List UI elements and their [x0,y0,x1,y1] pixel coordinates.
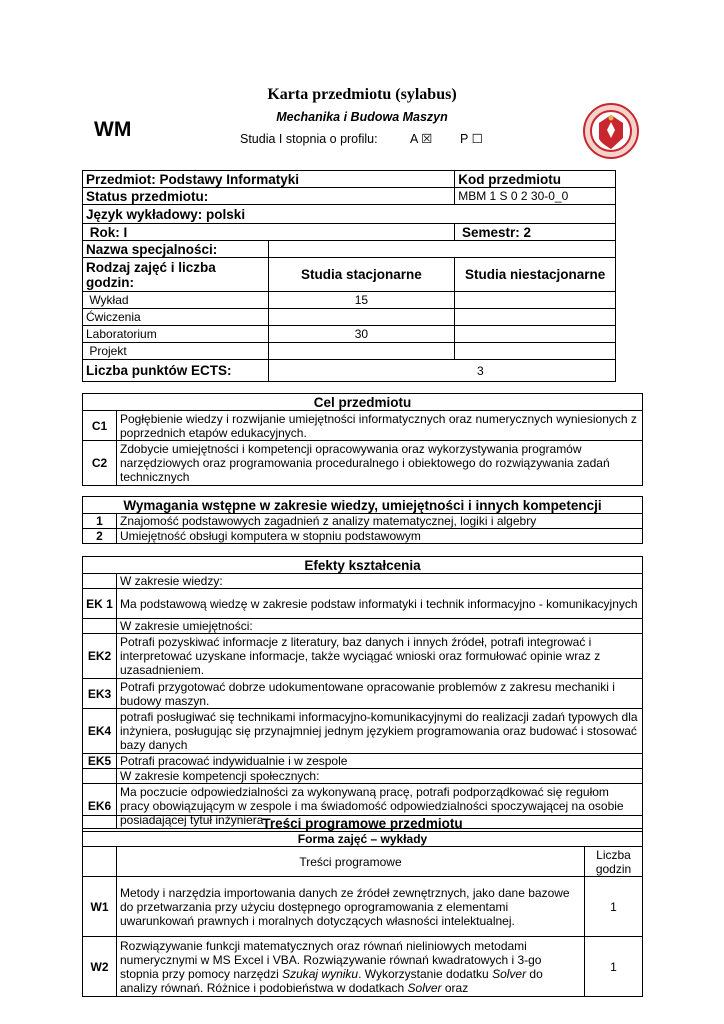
ects-label: Liczba punktów ECTS: [83,360,269,382]
field-of-study: Mechanika i Budowa Maszyn [276,110,448,124]
form-hours-nonstationary [455,343,616,360]
outcome-id: EK5 [83,754,117,769]
outcome-text: Potrafi pracować indywidualnie i w zespole [117,754,643,769]
code-label: Kod przedmiotu [455,171,616,188]
lecture-hours: 1 [585,937,643,997]
specialization-value [268,241,615,258]
lecture-id: W1 [83,877,117,937]
class-form-label: Forma zajęć – wykłady [83,832,643,847]
specialization-label: Nazwa specjalności: [83,241,269,258]
form-hours-stationary: 30 [268,326,455,343]
year-label: Rok: I [83,224,455,241]
requirement-text: Umiejętność obsługi komputera w stopniu podstawowym [117,529,643,544]
empty-cell [83,574,117,589]
course-goals-table [82,393,643,486]
learning-outcomes-table [82,556,643,829]
requirement-id: 2 [83,529,117,544]
outcome-category: W zakresie kompetencji społecznych: [117,769,643,784]
form-hours-stationary [268,343,455,360]
faculty-abbrev: WM [94,118,132,141]
page-title: Karta przedmiotu (sylabus) [267,86,457,103]
profile-option-p: P ☐ [460,132,483,146]
status-label: Status przedmiotu: [83,188,455,205]
profile-label: Studia I stopnia o profilu: [240,132,378,146]
text-run-italic: Szukaj wyniku [282,966,359,981]
outcome-id: EK6 [83,784,117,829]
form-hours-nonstationary [455,292,616,309]
form-hours-nonstationary [455,309,616,326]
text-run: oraz [441,980,469,995]
goal-text: Zdobycie umiejętności i kompetencji opracowywania oraz wykorzystywania programów narzędziowych oraz programowania proceduralnego i obiektowego do rozwiązywania zadań technicznych [117,441,643,486]
outcomes-title: Efekty kształcenia [83,557,643,574]
goal-id: C2 [83,441,117,486]
lecture-content [117,937,585,997]
outcome-id: EK4 [83,709,117,754]
text-run-italic: Solver [492,966,527,981]
nonstationary-header: Studia niestacjonarne [455,258,616,292]
lecture-id: W2 [83,937,117,997]
profile-option-a: A ☒ [410,132,433,146]
class-forms-label: Rodzaj zajęć i liczba godzin: [83,258,269,292]
lecture-hours: 1 [585,877,643,937]
outcome-text: potrafi posługiwać się technikami informacyjno-komunikacyjnymi do realizacji zadań typowych dla inżyniera, posługując się przynajmniej jednym językiem programowania oraz budować i stosować bazy danych [117,709,643,754]
requirement-id: 1 [83,514,117,529]
form-name: Wykład [83,292,269,309]
program-content-table [82,815,643,997]
text-run: do analizy równań. Różnice i podobieństwa w dodatkach [120,966,543,995]
language-label: Język wykładowy: polski [83,205,616,224]
goal-id: C1 [83,411,117,441]
requirements-title: Wymagania wstępne w zakresie wiedzy, umiejętności i innych kompetencji [83,497,643,514]
requirement-text: Znajomość podstawowych zagadnień z analizy matematycznej, logiki i algebry [117,514,643,529]
stationary-header: Studia stacjonarne [268,258,455,292]
outcome-id: EK3 [83,679,117,709]
form-hours-stationary: 15 [268,292,455,309]
outcome-category: W zakresie umiejętności: [117,619,643,634]
form-hours-stationary [268,309,455,326]
university-emblem-icon [582,102,640,160]
text-run: . Wykorzystanie dodatku [358,966,493,981]
empty-cell [83,769,117,784]
outcome-text: Ma poczucie odpowiedzialności za wykonywaną pracę, potrafi podporządkować się regułom pracy obowiązującym w zespole i ma świadomość odpowiedzialności spoczywającej na osobie posiadającej tytuł inżyniera [117,784,643,829]
hours-header: Liczba godzin [585,847,643,877]
outcome-category: W zakresie wiedzy: [117,574,643,589]
outcome-text: Ma podstawową wiedzę w zakresie podstaw informatyki i technik informacyjno - komunikacyjnych [117,589,643,619]
outcome-id: EK2 [83,634,117,679]
ects-value: 3 [268,360,615,382]
subject-info-table [82,170,616,382]
form-name: Projekt [83,343,269,360]
subject-name: Przedmiot: Podstawy Informatyki [83,171,455,188]
goal-text: Pogłębienie wiedzy i rozwijanie umiejętności informatycznych oraz numerycznych wyniesionych z poprzednich etapów edukacyjnych. [117,411,643,441]
form-hours-nonstationary [455,326,616,343]
semester-label: Semestr: 2 [455,224,616,241]
form-name: Ćwiczenia [83,309,269,326]
form-name: Laboratorium [83,326,269,343]
program-title: Treści programowe przedmiotu [83,816,643,832]
goals-title: Cel przedmiotu [83,394,643,411]
text-run: Rozwiązywanie funkcji matematycznych oraz równań nieliniowych metodami numerycznymi w MS Excel i VBA. Rozwiązywanie równań kwadratowych i 3-go stopnia przy pomocy narzędzi [120,938,542,981]
outcome-id: EK 1 [83,589,117,619]
outcome-text: Potrafi przygotować dobrze udokumentowane opracowanie problemów z zakresu mechaniki i budowy maszyn. [117,679,643,709]
requirements-table [82,496,643,544]
outcome-text: Potrafi pozyskiwać informacje z literatury, baz danych i innych źródeł, potrafi integrować i interpretować uzyskane informacje, także wyciągać wnioski oraz formułować opinie wraz z uzasadnieniem. [117,634,643,679]
code-value: MBM 1 S 0 2 30-0_0 [455,188,616,205]
empty-cell [83,619,117,634]
empty-cell [83,847,117,877]
content-header: Treści programowe [117,847,585,877]
lecture-content: Metody i narzędzia importowania danych ze źródeł zewnętrznych, jako dane bazowe do przetwarzania przy użyciu dostępnego oprogramowania z elementami uwarunkowań prawnych i moralnych dotyczących własności intelektualnej. [117,877,585,937]
text-run-italic: Solver [407,980,442,995]
